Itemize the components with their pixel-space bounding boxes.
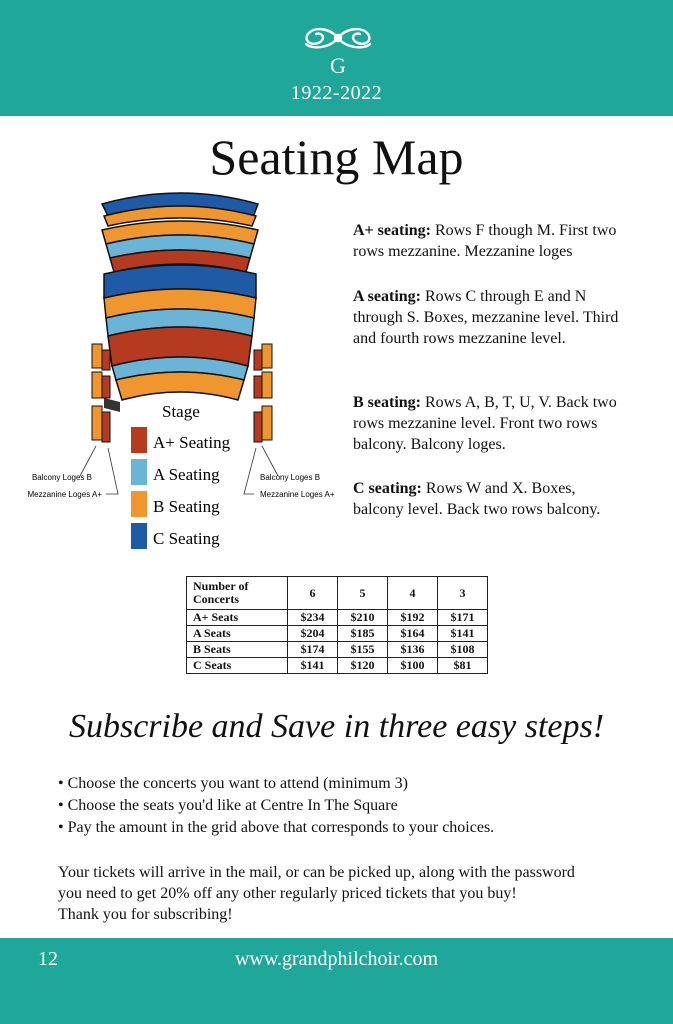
desc-c xyxy=(353,478,628,520)
price-cell: $171 xyxy=(438,610,488,626)
row-label: B Seats xyxy=(187,642,288,658)
subscribe-heading: Subscribe and Save in three easy steps! xyxy=(68,708,605,745)
orchestra-row-b2 xyxy=(116,372,244,400)
legend-swatch-b xyxy=(131,491,147,517)
desc-aplus xyxy=(353,220,628,262)
row-label: A Seats xyxy=(187,626,288,642)
price-table xyxy=(186,576,488,674)
list-item: • Choose the concerts you want to attend (minimum 3) xyxy=(58,773,494,795)
page-title: Seating Map xyxy=(209,129,464,185)
stage-label: Stage xyxy=(162,402,200,421)
header-band xyxy=(0,0,673,116)
table-row xyxy=(187,610,488,626)
page-number: 12 xyxy=(38,948,58,970)
seating-map xyxy=(0,190,345,560)
desc-b xyxy=(353,392,628,455)
legend-label-c: C Seating xyxy=(153,529,220,548)
desc-c-head: C seating: xyxy=(353,480,422,497)
closing-text xyxy=(58,862,638,925)
legend-swatch-aplus xyxy=(131,427,147,453)
price-cell: $155 xyxy=(338,642,388,658)
right-balcony-label: Balcony Loges B xyxy=(260,473,321,482)
header-corner: Number of Concerts xyxy=(187,577,288,610)
price-cell: $81 xyxy=(438,658,488,674)
legend-swatch-c xyxy=(131,523,147,549)
desc-c-text: Rows W and X. Boxes, balcony level. Back two rows balcony. xyxy=(353,480,601,518)
closing-line: Thank you for subscribing! xyxy=(58,906,233,923)
desc-aplus-text: Rows F though M. First two rows mezzanine. Mezzanine loges xyxy=(353,222,617,260)
desc-a-text: Rows C through E and N through S. Boxes, mezzanine level. Third and fourth rows mezzanine level. xyxy=(353,288,619,347)
choir-logo xyxy=(300,20,376,78)
price-cell: $185 xyxy=(338,626,388,642)
price-cell: $164 xyxy=(388,626,438,642)
price-cell: $100 xyxy=(388,658,438,674)
anniversary-years: 1922-2022 xyxy=(290,82,383,104)
price-cell: $174 xyxy=(288,642,338,658)
steps-list xyxy=(58,773,494,839)
price-cell: $234 xyxy=(288,610,338,626)
legend-label-aplus: A+ Seating xyxy=(153,433,231,452)
website-link[interactable]: www.grandphilchoir.com xyxy=(234,948,439,970)
desc-b-head: B seating: xyxy=(353,394,421,411)
row-label: C Seats xyxy=(187,658,288,674)
left-boxes xyxy=(92,344,110,442)
price-cell: $204 xyxy=(288,626,338,642)
legend-label-b: B Seating xyxy=(153,497,220,516)
price-cell: $210 xyxy=(338,610,388,626)
legend-swatch-a xyxy=(131,459,147,485)
legend xyxy=(131,427,231,549)
closing-line: Your tickets will arrive in the mail, or can be picked up, along with the password xyxy=(58,864,575,881)
col-5: 5 xyxy=(338,577,388,610)
col-3: 3 xyxy=(438,577,488,610)
list-item: • Choose the seats you'd like at Centre In The Square xyxy=(58,795,494,817)
col-4: 4 xyxy=(388,577,438,610)
right-mezzanine-label: Mezzanine Loges A+ xyxy=(260,490,335,499)
left-mezzanine-label: Mezzanine Loges A+ xyxy=(27,490,102,499)
price-cell: $136 xyxy=(388,642,438,658)
legend-label-a: A Seating xyxy=(153,465,220,484)
desc-a xyxy=(353,286,628,349)
balcony-side xyxy=(104,398,120,412)
price-cell: $120 xyxy=(338,658,388,674)
price-cell: $141 xyxy=(288,658,338,674)
row-label: A+ Seats xyxy=(187,610,288,626)
left-balcony-label: Balcony Loges B xyxy=(31,473,92,482)
price-cell: $192 xyxy=(388,610,438,626)
table-row xyxy=(187,642,488,658)
price-table-header xyxy=(187,577,488,610)
col-6: 6 xyxy=(288,577,338,610)
table-row xyxy=(187,658,488,674)
price-cell: $141 xyxy=(438,626,488,642)
orchestra-section xyxy=(104,265,256,400)
footer-band xyxy=(0,938,673,1024)
desc-a-head: A seating: xyxy=(353,288,421,305)
logo-letter: G xyxy=(330,53,346,78)
desc-b-text: Rows A, B, T, U, V. Back two rows mezzanine level. Front two rows balcony. Balcony loges. xyxy=(353,394,617,453)
right-boxes xyxy=(254,344,272,442)
price-cell: $108 xyxy=(438,642,488,658)
closing-line: you need to get 20% off any other regularly priced tickets that you buy! xyxy=(58,885,517,902)
desc-aplus-head: A+ seating: xyxy=(353,222,431,239)
table-row xyxy=(187,626,488,642)
list-item: • Pay the amount in the grid above that corresponds to your choices. xyxy=(58,817,494,839)
